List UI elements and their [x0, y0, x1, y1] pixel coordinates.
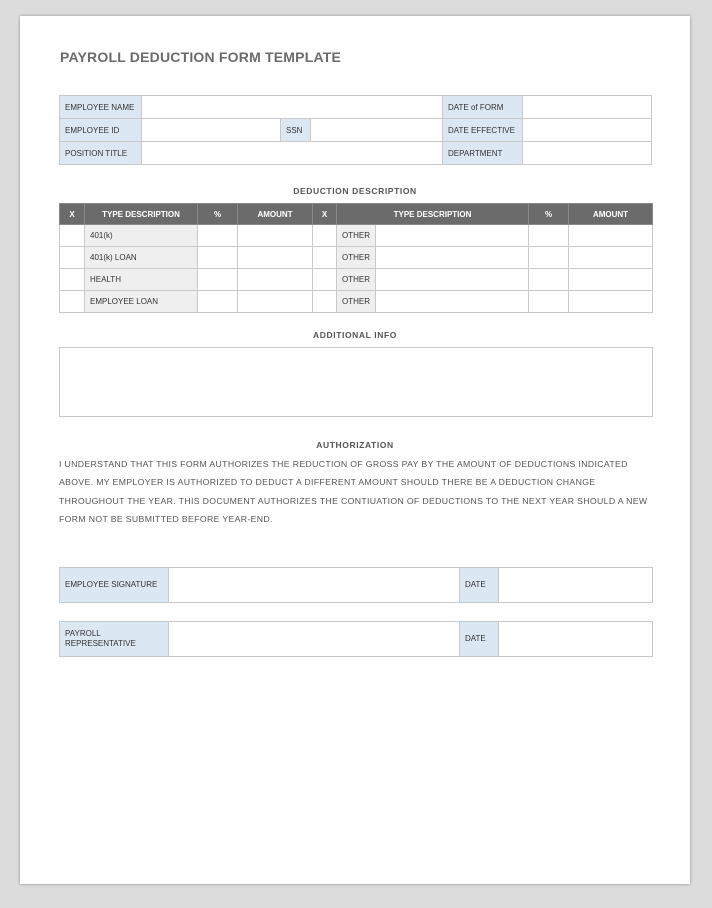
employee-date-field[interactable] [499, 568, 653, 603]
left-amount-cell[interactable] [238, 247, 313, 269]
left-percent-cell[interactable] [198, 225, 238, 247]
left-amount-cell[interactable] [238, 269, 313, 291]
right-type-cell: OTHER [337, 291, 376, 313]
left-type-cell: EMPLOYEE LOAN [85, 291, 198, 313]
date-effective-label: DATE EFFECTIVE [443, 119, 523, 142]
table-row [60, 96, 652, 119]
right-check-cell[interactable] [313, 269, 337, 291]
page-title: PAYROLL DEDUCTION FORM TEMPLATE [60, 49, 342, 65]
left-percent-header: % [198, 204, 238, 225]
right-type-cell: OTHER [337, 247, 376, 269]
right-x-header: X [313, 204, 337, 225]
right-percent-cell[interactable] [529, 291, 569, 313]
authorization-text: I UNDERSTAND THAT THIS FORM AUTHORIZES THE REDUCTION OF GROSS PAY BY THE AMOUNT OF DEDUCTIONS INDICATED ABOVE. MY EMPLOYER IS AUTHORIZED TO DEDUCT A DIFFERENT AMOUNT SHOULD THERE BE A DEDUCTION CHANGE THROUGHOUT THE YEAR. THIS DOCUMENT AUTHORIZES THE CONTIUATION OF DEDUCTIONS TO THE NEXT YEAR SHOULD A NEW FORM NOT BE SUBMITTED BEFORE YEAR-END. [59, 459, 648, 524]
date-of-form-label: DATE of FORM [443, 96, 523, 119]
right-percent-cell[interactable] [529, 225, 569, 247]
right-description-cell[interactable] [376, 291, 529, 313]
right-amount-cell[interactable] [569, 269, 653, 291]
table-row [60, 568, 653, 603]
additional-info-field[interactable] [59, 347, 653, 417]
ssn-field[interactable] [311, 119, 443, 142]
position-title-label: POSITION TITLE [60, 142, 142, 165]
right-percent-header: % [529, 204, 569, 225]
left-amount-cell[interactable] [238, 291, 313, 313]
right-amount-cell[interactable] [569, 225, 653, 247]
payroll-representative-label: PAYROLL REPRESENTATIVE [60, 622, 169, 657]
left-type-cell: 401(k) LOAN [85, 247, 198, 269]
document-page [20, 16, 690, 884]
left-percent-cell[interactable] [198, 269, 238, 291]
right-check-cell[interactable] [313, 291, 337, 313]
department-label: DEPARTMENT [443, 142, 523, 165]
payroll-representative-field[interactable] [169, 622, 460, 657]
right-type-cell: OTHER [337, 269, 376, 291]
table-row [60, 269, 653, 291]
left-check-cell[interactable] [60, 291, 85, 313]
left-amount-cell[interactable] [238, 225, 313, 247]
left-check-cell[interactable] [60, 225, 85, 247]
employee-name-label: EMPLOYEE NAME [60, 96, 142, 119]
table-row [60, 291, 653, 313]
right-amount-cell[interactable] [569, 291, 653, 313]
additional-info-title: ADDITIONAL INFO [313, 330, 397, 340]
left-percent-cell[interactable] [198, 247, 238, 269]
right-type-header: TYPE DESCRIPTION [337, 204, 529, 225]
department-field[interactable] [523, 142, 652, 165]
position-title-field[interactable] [142, 142, 443, 165]
payroll-date-label: DATE [460, 622, 499, 657]
ssn-label: SSN [281, 119, 311, 142]
right-type-cell: OTHER [337, 225, 376, 247]
deduction-table [59, 203, 653, 313]
table-row [60, 225, 653, 247]
right-check-cell[interactable] [313, 247, 337, 269]
right-percent-cell[interactable] [529, 247, 569, 269]
employee-id-label: EMPLOYEE ID [60, 119, 142, 142]
table-row [60, 247, 653, 269]
deduction-section-title: DEDUCTION DESCRIPTION [293, 186, 417, 196]
right-amount-cell[interactable] [569, 247, 653, 269]
payroll-representative-table [59, 621, 653, 657]
left-type-header: TYPE DESCRIPTION [85, 204, 198, 225]
employee-name-field[interactable] [142, 96, 443, 119]
left-type-cell: HEALTH [85, 269, 198, 291]
left-x-header: X [60, 204, 85, 225]
employee-signature-field[interactable] [169, 568, 460, 603]
left-type-cell: 401(k) [85, 225, 198, 247]
date-of-form-field[interactable] [523, 96, 652, 119]
date-effective-field[interactable] [523, 119, 652, 142]
left-check-cell[interactable] [60, 247, 85, 269]
right-check-cell[interactable] [313, 225, 337, 247]
employee-info-table [59, 95, 652, 165]
right-percent-cell[interactable] [529, 269, 569, 291]
right-description-cell[interactable] [376, 225, 529, 247]
employee-signature-table [59, 567, 653, 603]
left-amount-header: AMOUNT [238, 204, 313, 225]
deduction-header-row [60, 204, 653, 225]
employee-signature-label: EMPLOYEE SIGNATURE [60, 568, 169, 603]
right-amount-header: AMOUNT [569, 204, 653, 225]
authorization-title: AUTHORIZATION [316, 440, 394, 450]
payroll-date-field[interactable] [499, 622, 653, 657]
employee-date-label: DATE [460, 568, 499, 603]
table-row [60, 622, 653, 657]
left-percent-cell[interactable] [198, 291, 238, 313]
employee-id-field[interactable] [142, 119, 281, 142]
left-check-cell[interactable] [60, 269, 85, 291]
right-description-cell[interactable] [376, 269, 529, 291]
table-row [60, 142, 652, 165]
table-row [60, 119, 652, 142]
right-description-cell[interactable] [376, 247, 529, 269]
